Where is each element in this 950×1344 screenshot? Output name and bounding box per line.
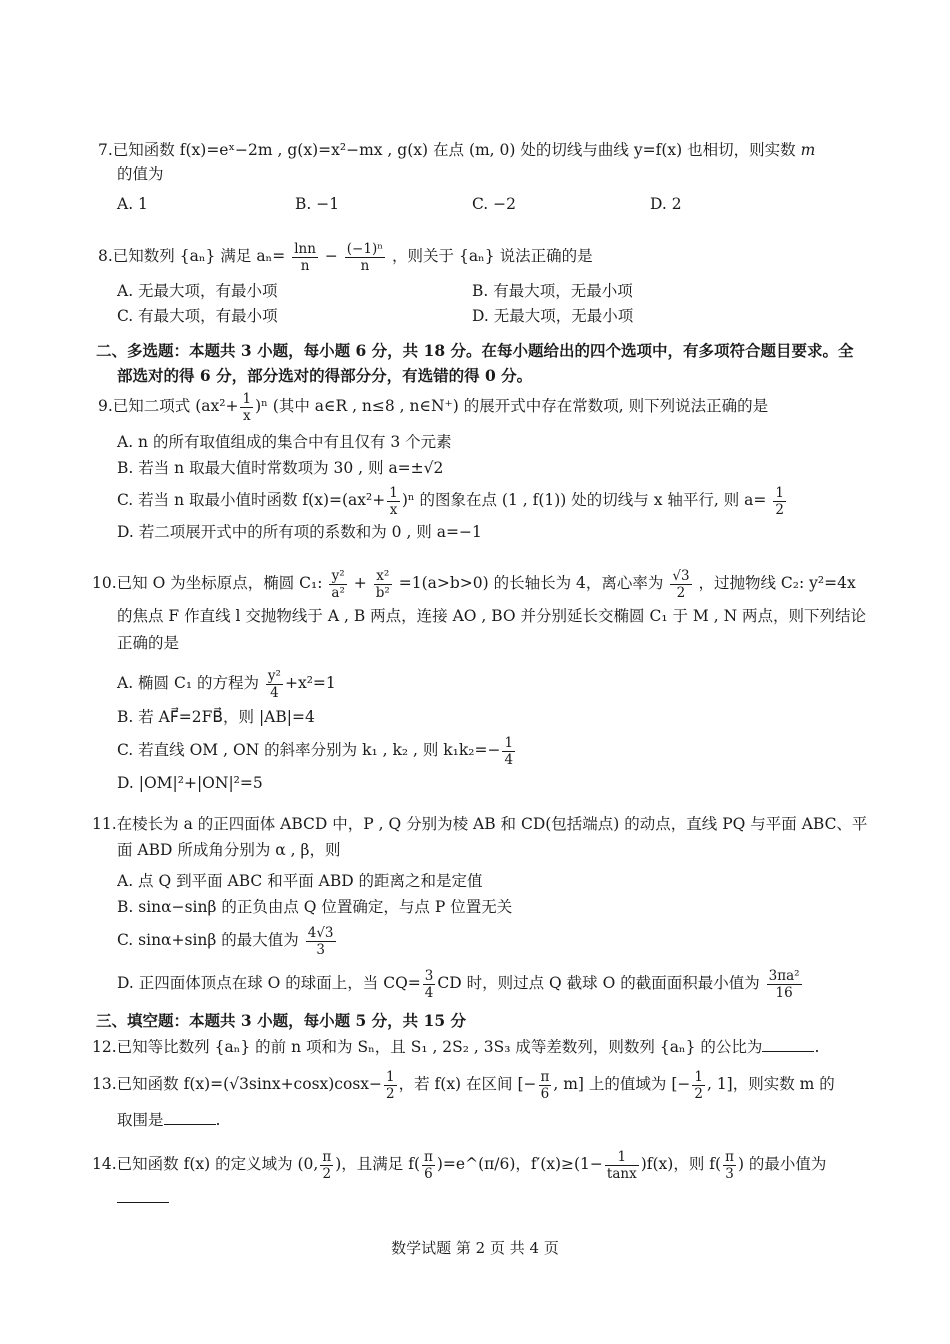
question-11-line-1: 11.在棱长为 a 的正四面体 ABCD 中，P , Q 分别为棱 AB 和 CD(包括端点) 的动点，直线 PQ 与平面 ABC、平 [92,815,868,833]
question-14-stem: 14.已知函数 f(x) 的定义域为 (0, $\frac{\pi}{2}$ )，且满足 f( $\frac{\pi}{6}$ )=e^(π/6)，f′(x)≥(1− $\frac{1}{\tan x}$ )f(x)，则 f( $\frac{\pi}{3}$ ) 的最小值为 [92,1148,827,1182]
answer-blank[interactable] [164,1110,216,1125]
fraction: $\frac{1}{2}$ [694,1068,703,1102]
q10-option-a: A. 椭圆 C₁ 的方程为 $\frac{\text{y²}}{4}$ +x²=1 [117,667,336,701]
q7-option-b: B. −1 [295,195,340,213]
answer-blank[interactable] [762,1037,814,1052]
fraction: $\frac{\text{3πa²}}{16}$ [768,967,800,1001]
question-10-stem: 10.已知 O 为坐标原点，椭圆 C₁: $\frac{\text{y²}}{\text{a²}}$ + $\frac{\text{x²}}{\text{b²}}$ =1(a>b>0) 的长轴长为 4，离心率为 $\frac{√3}{2}$ ，过抛物线 C₂: y²=4x [92,567,856,601]
q9-option-d: D. 若二项展开式中的所有项的系数和为 0 , 则 a=−1 [117,523,482,541]
q9-option-c: C. 若当 n 取最小值时函数 f(x)=(ax²+ $\frac{1}{x}$ )ⁿ 的图象在点 (1 , f(1)) 处的切线与 x 轴平行, 则 a= $\frac{1}{2}$ [117,484,784,518]
fraction: $\frac{\ln n}{n}$ [294,240,316,274]
fraction: $\frac{4√3}{3}$ [307,924,334,958]
q9-option-a: A. n 的所有取值组成的集合中有且仅有 3 个元素 [117,433,452,451]
fraction: $\frac{\pi}{3}$ [725,1148,734,1182]
q8-option-a: A. 无最大项，有最小项 [117,282,278,300]
fraction: $\frac{1}{x}$ [389,484,398,518]
question-9-stem: 9.已知二项式 (ax²+ $\frac{1}{x}$ )ⁿ (其中 a∈R , n≤8 , n∈N⁺) 的展开式中存在常数项, 则下列说法正确的是 [98,390,769,424]
fraction: $\frac{\text{x²}}{\text{b²}}$ [375,567,390,601]
question-13-stem: 13.已知函数 f(x)=(√3sinx+cosx)cosx− $\frac{1}{2}$ ，若 f(x) 在区间 [− $\frac{\pi}{6}$ , m] 上的值域为 [− $\frac{1}{2}$ , 1]，则实数 m 的 [92,1068,835,1102]
question-10-line-3: 正确的是 [117,634,180,652]
fraction: $\frac{1}{2}$ [775,484,784,518]
q8-option-d: D. 无最大项，无最小项 [472,307,634,325]
q8-option-b: B. 有最大项，无最小项 [472,282,633,300]
fraction: $\frac{1}{x}$ [242,390,252,424]
q7-option-d: D. 2 [650,195,682,213]
q10-option-d: D. |OM|²+|ON|²=5 [117,774,263,792]
q11-option-a: A. 点 Q 到平面 ABC 和平面 ABD 的距离之和是定值 [117,872,483,890]
fraction: $\frac{1}{\tan x}$ [606,1148,637,1182]
question-8-stem: 8.已知数列 {aₙ} 满足 aₙ= $\frac{\ln n}{n}$ − $\frac{\text{(−1)ⁿ}}{n}$ ，则关于 {aₙ} 说法正确的是 [98,240,593,274]
fraction: $\frac{\pi}{2}$ [322,1148,332,1182]
q7-option-a: A. 1 [117,195,148,213]
question-14-line-2 [117,1188,169,1208]
fraction: $\frac{3}{4}$ [424,967,434,1001]
question-13-line-2: 取围是 . [117,1111,221,1129]
q11-option-b: B. sinα−sinβ 的正负由点 Q 位置确定，与点 P 位置无关 [117,898,513,916]
fraction: $\frac{\text{(−1)ⁿ}}{n}$ [346,240,384,274]
answer-blank[interactable] [117,1188,169,1203]
fraction: $\frac{\pi}{6}$ [424,1148,433,1182]
fraction: $\frac{1}{4}$ [504,734,514,768]
question-10-line-2: 的焦点 F 作直线 l 交抛物线于 A , B 两点，连接 AO , BO 并分别延长交椭圆 C₁ 于 M , N 两点，则下列结论 [117,607,867,625]
q9-option-b: B. 若当 n 取最大值时常数项为 30 , 则 a=±√2 [117,459,444,477]
page-footer: 数学试题 第 2 页 共 4 页 [391,1239,559,1257]
section-2-heading-cont: 部选对的得 6 分，部分选对的得部分分，有选错的得 0 分。 [117,366,533,385]
fraction: $\frac{\pi}{6}$ [540,1068,550,1102]
fraction: $\frac{\text{y²}}{4}$ [267,667,281,701]
q8-option-c: C. 有最大项，有最小项 [117,307,278,325]
question-11-line-2: 面 ABD 所成角分别为 α , β，则 [117,841,341,859]
q7-option-c: C. −2 [472,195,517,213]
question-12: 12.已知等比数列 {aₙ} 的前 n 项和为 Sₙ，且 S₁ , 2S₂ , 3S₃ 成等差数列，则数列 {aₙ} 的公比为 . [92,1038,820,1056]
section-2-heading: 二、多选题：本题共 3 小题，每小题 6 分，共 18 分。在每小题给出的四个选项中，有多项符合题目要求。全 [96,341,854,360]
question-7-line-2: 的值为 [117,165,164,183]
q10-option-b: B. 若 AF⃗=2FB⃗，则 |AB|=4 [117,708,315,726]
q11-option-d: D. 正四面体顶点在球 O 的球面上，当 CQ= $\frac{3}{4}$ CD 时，则过点 Q 截球 O 的截面面积最小值为 $\frac{\text{3πa²}}{16}$ [117,967,800,1001]
fraction: $\frac{\text{y²}}{\text{a²}}$ [331,567,345,601]
question-7-line-1: 7.已知函数 f(x)=eˣ−2m , g(x)=x²−mx , g(x) 在点 (m, 0) 处的切线与曲线 y=f(x) 也相切，则实数 m [98,141,816,159]
fraction: $\frac{1}{2}$ [386,1068,395,1102]
section-3-heading: 三、填空题：本题共 3 小题，每小题 5 分，共 15 分 [96,1011,467,1030]
q11-option-c: C. sinα+sinβ 的最大值为 $\frac{4√3}{3}$ [117,924,334,958]
q10-option-c: C. 若直线 OM , ON 的斜率分别为 k₁ , k₂ , 则 k₁k₂=− $\frac{1}{4}$ [117,734,514,768]
fraction: $\frac{√3}{2}$ [672,567,690,601]
